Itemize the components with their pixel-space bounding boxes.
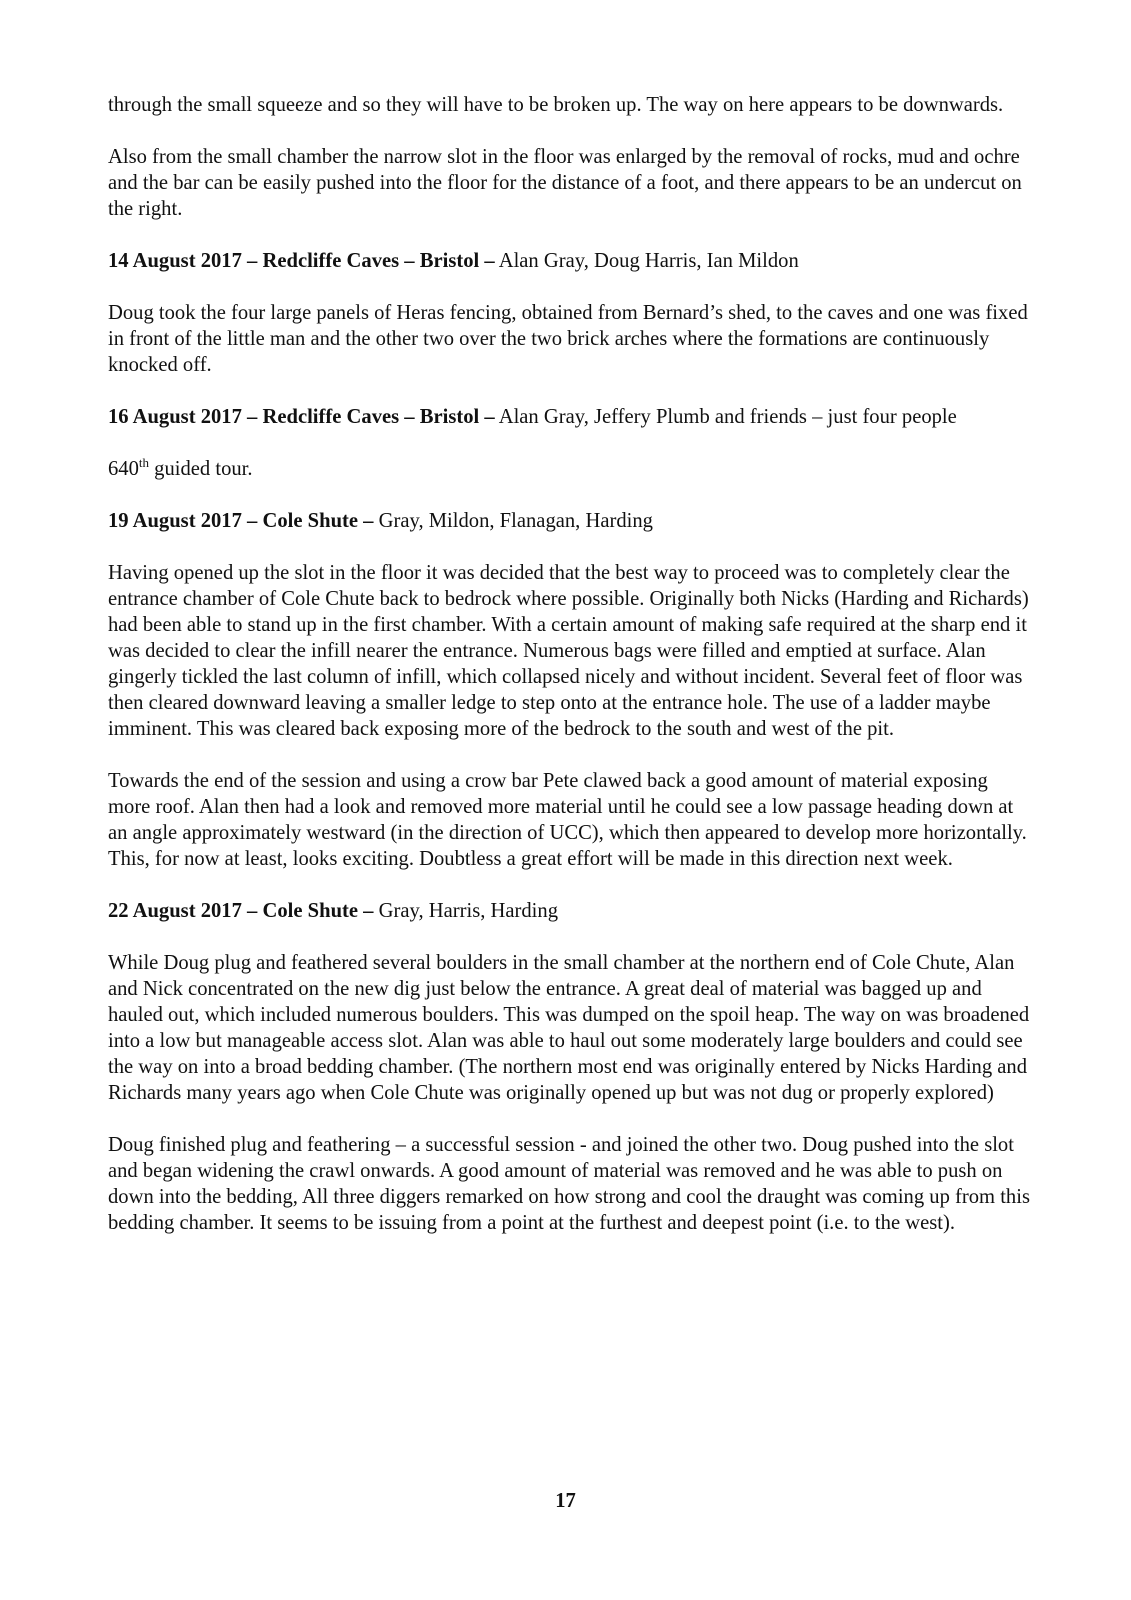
paragraph-text: Doug finished plug and feathering – a successful session - and joined the other two. Doug pushed into the slot and began widening the crawl onwards. A good amount of material was removed and he was able to push on down into the bedding, All three diggers remarked on how strong and cool the draught was coming up from this bedding chamber. It seems to be issuing from a point at the furthest and deepest point (i.e. to the west).	[108, 1134, 1030, 1234]
paragraph	[108, 144, 1033, 222]
paragraph-text: Also from the small chamber the narrow slot in the floor was enlarged by the removal of rocks, mud and ochre and the bar can be easily pushed into the floor for the distance of a foot, and there appears to be an undercut on the right.	[108, 146, 1022, 220]
entry-heading: 14 August 2017 – Redcliffe Caves – Bristol –	[108, 250, 495, 272]
paragraph-text: While Doug plug and feathered several boulders in the small chamber at the northern end of Cole Chute, Alan and Nick concentrated on the new dig just below the entrance. A great deal of material was bagged up and hauled out, which included numerous boulders. This was dumped on the spoil heap. The way on was broadened into a low but manageable access slot. Alan was able to haul out some moderately large boulders and could see the way on into a broad bedding chamber. (The northern most end was originally entered by Nicks Harding and Richards many years ago when Cole Chute was originally opened up but was not dug or properly explored)	[108, 952, 1030, 1104]
paragraph-text: Doug took the four large panels of Heras fencing, obtained from Bernard’s shed, to the caves and one was fixed in front of the little man and the other two over the two brick arches where the formations are continuously knocked off.	[108, 302, 1028, 376]
entry-heading: 22 August 2017 – Cole Shute –	[108, 900, 374, 922]
paragraph	[108, 92, 1033, 118]
page-number: 17	[555, 1490, 576, 1512]
paragraph	[108, 300, 1033, 378]
entry-heading-paragraph	[108, 248, 1033, 274]
entry-heading-paragraph	[108, 898, 1033, 924]
entry-heading: 16 August 2017 – Redcliffe Caves – Bristol –	[108, 406, 495, 428]
paragraph-text: Towards the end of the session and using a crow bar Pete clawed back a good amount of material exposing more roof. Alan then had a look and removed more material until he could see a low passage heading down at an angle approximately westward (in the direction of UCC), which then appeared to develop more horizontally. This, for now at least, looks exciting. Doubtless a great effort will be made in this direction next week.	[108, 770, 1027, 870]
paragraph	[108, 1132, 1033, 1236]
tour-text: guided tour.	[149, 458, 253, 480]
entry-participants: Alan Gray, Jeffery Plumb and friends – just four people	[494, 406, 957, 428]
tour-number: 640	[108, 458, 139, 480]
tour-count-paragraph	[108, 456, 1033, 482]
entry-heading-paragraph	[108, 508, 1033, 534]
ordinal-suffix: th	[138, 455, 150, 471]
entry-heading: 19 August 2017 – Cole Shute –	[108, 510, 374, 532]
paragraph	[108, 560, 1033, 742]
paragraph	[108, 950, 1033, 1106]
paragraph-text: Having opened up the slot in the floor it was decided that the best way to proceed was to completely clear the entrance chamber of Cole Chute back to bedrock where possible. Originally both Nicks (Harding and Richards) had been able to stand up in the first chamber. With a certain amount of making safe required at the sharp end it was decided to clear the infill nearer the entrance. Numerous bags were filled and emptied at surface. Alan gingerly tickled the last column of infill, which collapsed nicely and without incident. Several feet of floor was then cleared downward leaving a smaller ledge to step onto at the entrance hole. The use of a ladder maybe imminent. This was cleared back exposing more of the bedrock to the south and west of the pit.	[108, 562, 1029, 740]
entry-participants: Gray, Harris, Harding	[373, 900, 558, 922]
paragraph	[108, 768, 1033, 872]
entry-participants: Alan Gray, Doug Harris, Ian Mildon	[494, 250, 799, 272]
entry-participants: Gray, Mildon, Flanagan, Harding	[373, 510, 653, 532]
entry-heading-paragraph	[108, 404, 1033, 430]
paragraph-text: through the small squeeze and so they will have to be broken up. The way on here appears to be downwards.	[108, 94, 1004, 116]
document-body	[108, 92, 1033, 1262]
